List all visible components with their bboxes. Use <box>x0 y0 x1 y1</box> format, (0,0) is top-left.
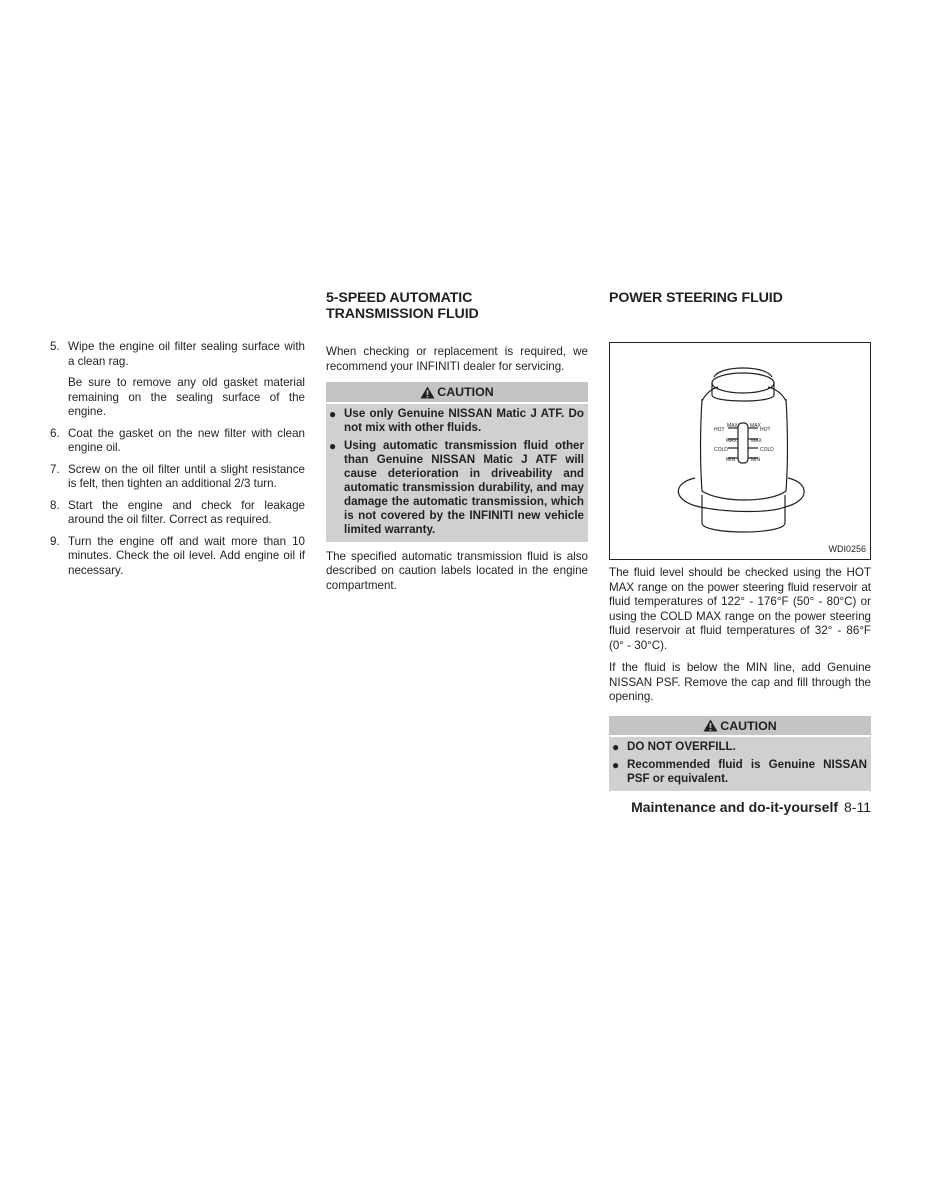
caution-list <box>326 404 588 542</box>
caution-item <box>329 407 584 435</box>
caution-text: DO NOT OVERFILL. <box>627 740 736 753</box>
caution-item <box>329 439 584 537</box>
label-max: MAX <box>751 438 762 444</box>
caution-text: Recommended fluid is Genuine NISSAN PSF or equivalent. <box>627 758 867 785</box>
label-max: MAX <box>727 423 738 429</box>
caution-title: CAUTION <box>720 718 777 733</box>
step-item <box>50 499 305 528</box>
psf-para1: The fluid level should be checked using the HOT MAX range on the power steering fluid reservoir at fluid temperatures of 122° - 176°F (50° - 80°C) or using the COLD MAX range on the power steering fluid reservoir at fluid temperatures of 32° - 86°F (0° - 30°C). <box>609 566 871 652</box>
psf-heading: POWER STEERING FLUID <box>609 290 783 306</box>
page-number: 8-11 <box>844 799 871 815</box>
label-hot: HOT <box>760 427 771 433</box>
reservoir-illustration <box>610 343 870 559</box>
bullet-icon: ● <box>329 406 337 421</box>
atf-caution-box <box>326 382 588 542</box>
label-cold: COLD <box>714 447 728 453</box>
step-text: Start the engine and check for leakage around the oil filter. Correct as required. <box>68 498 305 526</box>
step-text: Wipe the engine oil filter sealing surface with a clean rag. <box>68 340 305 368</box>
warning-triangle-icon <box>703 719 718 732</box>
page-footer <box>609 799 871 815</box>
middle-column <box>326 290 588 593</box>
step-text: Turn the engine off and wait more than 10 minutes. Check the oil level. Add engine oil if necessary. <box>68 534 305 577</box>
warning-triangle-icon <box>420 386 435 399</box>
caution-item <box>612 758 867 786</box>
oil-filter-steps <box>50 340 305 578</box>
label-hot: HOT <box>714 427 725 433</box>
bullet-icon: ● <box>329 438 337 453</box>
step-item <box>50 463 305 492</box>
step-number: 9. <box>50 534 60 548</box>
psf-reservoir-figure <box>609 342 871 560</box>
label-cold: COLD <box>760 447 774 453</box>
label-min: MIN <box>751 457 761 463</box>
bullet-icon: ● <box>612 758 620 772</box>
step-number: 5. <box>50 340 60 353</box>
left-column <box>50 340 305 585</box>
label-max: MAX <box>750 423 761 429</box>
caution-text: Use only Genuine NISSAN Matic J ATF. Do not mix with other fluids. <box>344 406 584 434</box>
step-item <box>50 427 305 456</box>
step-text: Coat the gasket on the new filter with clean engine oil. <box>68 426 305 454</box>
psf-para2: If the fluid is below the MIN line, add Genuine NISSAN PSF. Remove the cap and fill through the opening. <box>609 661 871 703</box>
atf-heading-line1: 5-SPEED AUTOMATIC <box>326 290 473 306</box>
caution-list <box>609 737 871 791</box>
caution-item <box>612 740 867 754</box>
atf-heading-line2: TRANSMISSION FLUID <box>326 306 479 322</box>
atf-outro: The specified automatic transmission fluid is also described on caution labels located in the engine compartment. <box>326 549 588 592</box>
figure-id: WDI0256 <box>828 543 866 554</box>
step-item <box>50 340 305 420</box>
label-min: MIN <box>726 457 736 463</box>
caution-header <box>609 716 871 738</box>
section-title: Maintenance and do-it-yourself <box>631 799 839 815</box>
bullet-icon: ● <box>612 740 620 754</box>
step-number: 7. <box>50 462 60 476</box>
caution-header <box>326 382 588 404</box>
right-column <box>609 290 871 791</box>
psf-caution-box <box>609 716 871 792</box>
step-number: 6. <box>50 426 60 440</box>
atf-heading <box>326 290 588 322</box>
step-text: Be sure to remove any old gasket material remaining on the sealing surface of the engine. <box>68 376 305 418</box>
caution-title: CAUTION <box>437 385 494 399</box>
caution-text: Using automatic transmission fluid other than Genuine NISSAN Matic J ATF will cause deterioration in driveability and automatic transmission durability, and may damage the automatic transmission, which is not covered by the INFINITI new vehicle limited warranty. <box>344 438 584 536</box>
label-max: MAX <box>726 438 737 444</box>
atf-intro: When checking or replacement is required, we recommend your INFINITI dealer for servicing. <box>326 345 588 373</box>
step-number: 8. <box>50 498 60 512</box>
step-text: Screw on the oil filter until a slight resistance is felt, then tighten an additional 2/3 turn. <box>68 462 305 490</box>
step-item <box>50 535 305 579</box>
